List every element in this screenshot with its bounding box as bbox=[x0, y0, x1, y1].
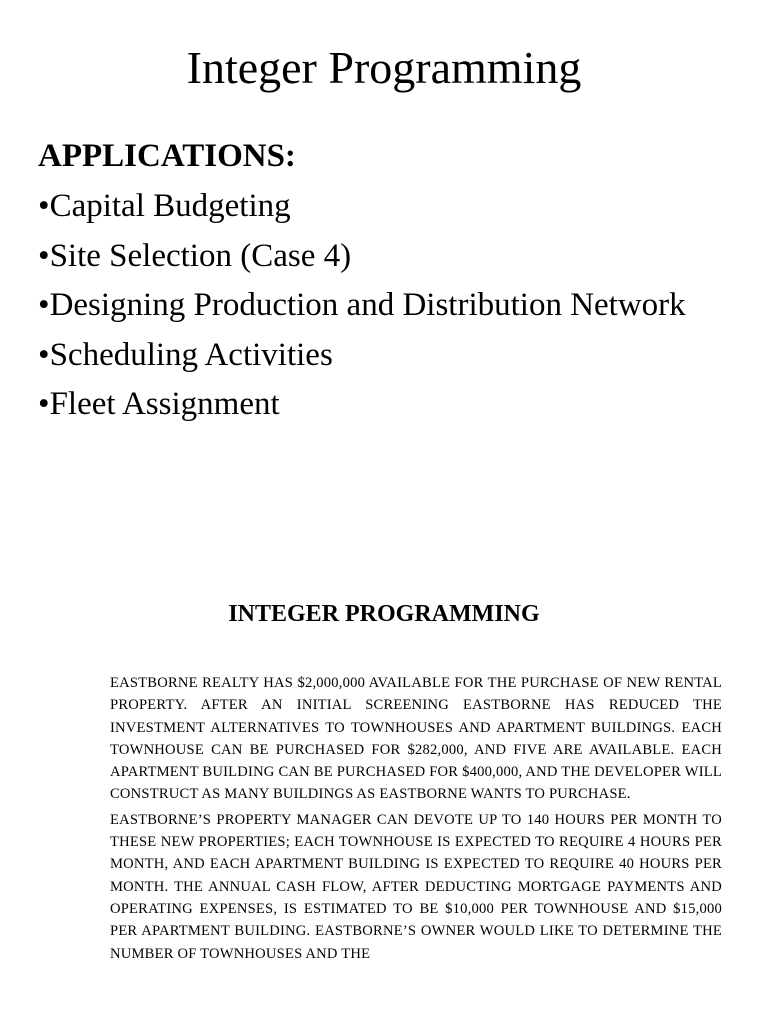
bullet-icon: • bbox=[38, 287, 50, 324]
list-item-label: Site Selection (Case 4) bbox=[49, 237, 352, 274]
list-item bbox=[38, 331, 758, 381]
list-item bbox=[38, 182, 758, 232]
list-item-label: Scheduling Activities bbox=[49, 336, 333, 373]
document-body bbox=[110, 672, 722, 968]
list-item bbox=[38, 232, 758, 282]
document-paragraph: EASTBORNE’S PROPERTY MANAGER CAN DEVOTE UP TO 140 HOURS PER MONTH TO THESE NEW PROPERTIES; EACH TOWNHOUSE IS EXPECTED TO REQUIRE 4 HOURS PER MONTH, AND EACH APARTMENT BUILDING IS EXPECTED TO REQUIRE 40 HOURS PER MONTH. THE ANNUAL CASH FLOW, AFTER DEDUCTING MORTGAGE PAYMENTS AND OPERATING EXPENSES, IS ESTIMATED TO BE $10,000 PER TOWNHOUSE AND $15,000 PER APARTMENT BUILDING. EASTBORNE’S OWNER WOULD LIKE TO DETERMINE THE NUMBER OF TOWNHOUSES AND THE bbox=[110, 811, 722, 962]
applications-section bbox=[38, 134, 758, 430]
bullet-icon: • bbox=[38, 386, 50, 423]
bullet-icon: • bbox=[38, 237, 50, 274]
bullet-icon: • bbox=[38, 336, 50, 373]
bullet-icon: • bbox=[38, 188, 50, 224]
applications-heading: APPLICATIONS: bbox=[38, 138, 296, 174]
slide-title: Integer Programming bbox=[186, 42, 582, 93]
list-item bbox=[38, 380, 758, 430]
applications-list bbox=[38, 182, 758, 430]
list-item bbox=[38, 281, 758, 331]
list-item-label: Designing Production and Distribution Network bbox=[49, 287, 686, 324]
list-item-label: Fleet Assignment bbox=[49, 386, 280, 423]
document-paragraph: EASTBORNE REALTY HAS $2,000,000 AVAILABLE FOR THE PURCHASE OF NEW RENTAL PROPERTY. AFTER AN INITIAL SCREENING EASTBORNE HAS REDUCED THE INVESTMENT ALTERNATIVES TO TOWNHOUSES AND APARTMENT BUILDINGS. EACH TOWNHOUSE CAN BE PURCHASED FOR $282,000, AND FIVE ARE AVAILABLE. EACH APARTMENT BUILDING CAN BE PURCHASED FOR $400,000, AND THE DEVELOPER WILL CONSTRUCT AS MANY BUILDINGS AS EASTBORNE WANTS TO PURCHASE. bbox=[110, 675, 722, 803]
document-heading: INTEGER PROGRAMMING bbox=[228, 601, 540, 627]
list-item-label: Capital Budgeting bbox=[49, 188, 291, 224]
